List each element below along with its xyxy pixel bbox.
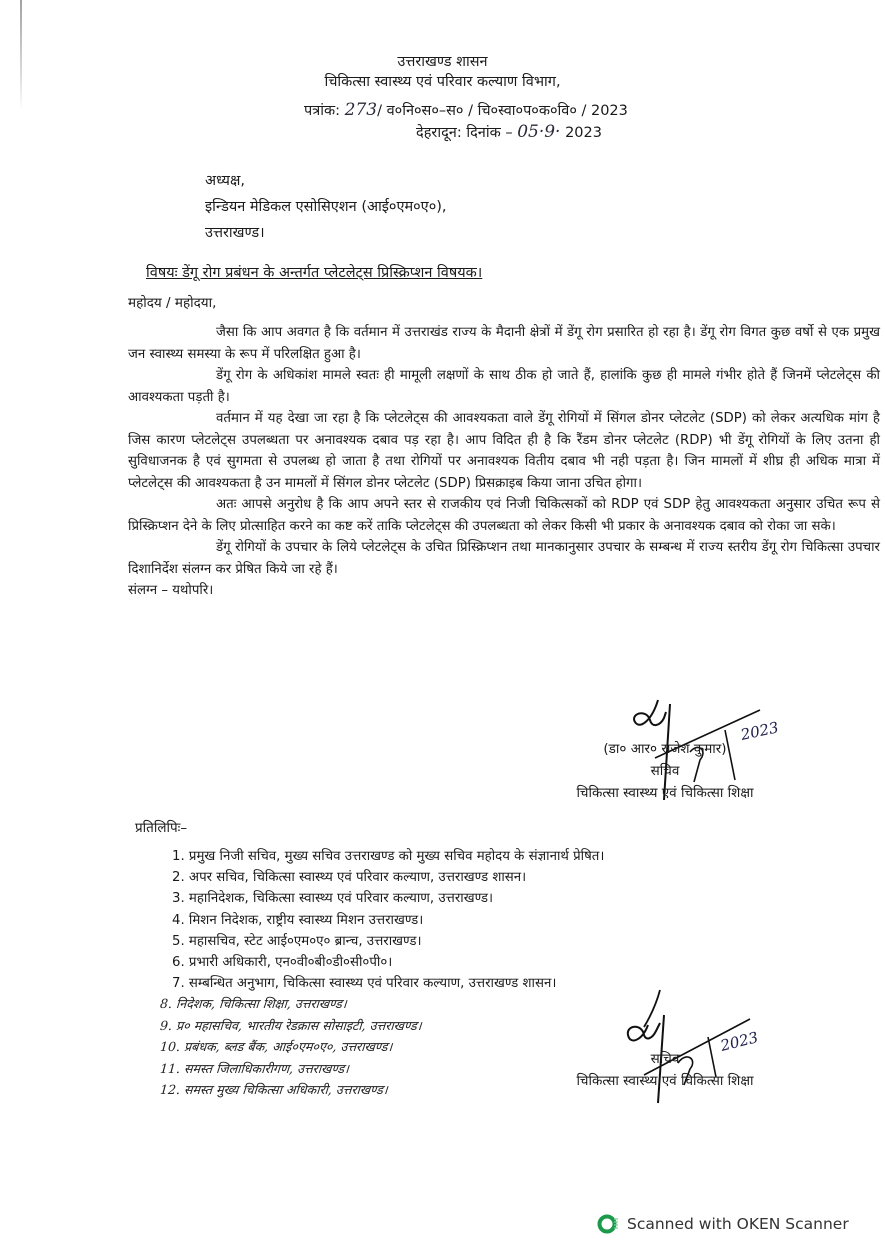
svg-text:2023: 2023: [739, 718, 780, 744]
signatory-department: चिकित्सा स्वास्थ्य एवं चिकित्सा शिक्षा: [576, 785, 754, 801]
signature-block-copy: [545, 1048, 785, 1092]
addressee-block: [205, 168, 447, 246]
signatory-name: (डा० आर० राजेश कुमार): [603, 741, 727, 757]
watermark-text: Scanned with OKEN Scanner: [627, 1215, 849, 1233]
scanner-watermark: [597, 1213, 849, 1235]
addressee-title: अध्यक्ष,: [205, 173, 245, 189]
date-handwritten: 05·9·: [517, 122, 561, 142]
copy-to-item: 1. प्रमुख निजी सचिव, मुख्य सचिव उत्तराखण्ड को मुख्य सचिव महोदय के संज्ञानार्थ प्रेषित।: [172, 849, 605, 864]
date-year: 2023: [565, 125, 602, 141]
svg-text:2023: 2023: [718, 1028, 761, 1055]
body-paragraph: वर्तमान में यह देखा जा रहा है कि प्लेटलेट्स की आवश्यकता वाले डेंगू रोगियों में सिंगल डोनर प्लेटलेट (SDP) को लेकर अत्यधिक मांग है जिस कारण प्लेटलेट्स उपलब्धता पर अनावश्यक दबाव पड़ रहा है। आप विदित ही है कि रैंडम डोनर प्लेटलेट (RDP) भी डेंगू रोगियों के लिए उतना ही सुविधाजनक है एवं सुगमता से उपलब्ध हो जाता है तथा रोगियों पर अनावश्यक वितीय दबाव भी नही पड़ता है। जिन मामलों में शीघ्र ही अधिक मात्रा में प्लेटलेट्स की आवश्यकता है उन मामलों में सिंगल डोनर प्लेटलेट (SDP) प्रिसक्राइब किया जाना उचित होगा।: [128, 411, 880, 491]
department-name: चिकित्सा स्वास्थ्य एवं परिवार कल्याण विभाग,: [324, 74, 561, 90]
letter-body: [128, 322, 880, 602]
copy-to-item: 6. प्रभारी अधिकारी, एन०वी०बी०डी०सी०पी०।: [172, 955, 393, 971]
copy-to-item: 4. मिशन निदेशक, राष्ट्रीय स्वास्थ्य मिशन उत्तराखण्ड।: [172, 912, 424, 928]
copy-to-typed-list: [172, 846, 604, 994]
letter-header: [0, 52, 885, 92]
copy-to-item: 5. महासचिव, स्टेट आई०एम०ए० ब्रान्च, उत्तराखण्ड।: [172, 933, 422, 949]
copy-to-handwritten-item: 9. प्र० महासचिव, भारतीय रेडक्रास सोसाइटी, उत्तराखण्ड।: [159, 1017, 423, 1033]
copy-to-item: 7. सम्बन्धित अनुभाग, चिकित्सा स्वास्थ्य एवं परिवार कल्याण, उत्तराखण्ड शासन।: [172, 976, 557, 992]
copy-to-item: 2. अपर सचिव, चिकित्सा स्वास्थ्य एवं परिवार कल्याण, उत्तराखण्ड शासन।: [172, 870, 527, 886]
addressee-org: इन्डियन मेडिकल एसोसिएशन (आई०एम०ए०),: [205, 199, 447, 215]
body-paragraph: अतः आपसे अनुरोध है कि आप अपने स्तर से राजकीय एवं निजी चिकित्सकों को RDP एवं SDP हेतु आवश्यकता अनुसार उचित रूप से प्रिस्क्रिप्शन देने के लिए प्रोत्साहित करने का कष्ट करें ताकि प्लेटलेट्स की उपलब्धता को लेकर किसी भी प्रकार के अनावश्यक दबाव को रोका जा सके।: [128, 497, 880, 534]
signatory-department: चिकित्सा स्वास्थ्य एवं चिकित्सा शिक्षा: [576, 1073, 754, 1089]
subject-line: विषयः डेंगू रोग प्रबंधन के अन्तर्गत प्लेटलेट्स प्रिस्क्रिप्शन विषयक।: [146, 265, 483, 281]
salutation: महोदय / महोदया,: [128, 295, 217, 311]
oken-scanner-logo-icon: [597, 1213, 619, 1235]
copy-to-handwritten-list: [160, 993, 422, 1101]
signatory-designation: सचिव: [650, 1051, 680, 1067]
body-paragraph: डेंगू रोगियों के उपचार के लिये प्लेटलेट्स के उचित प्रिस्क्रिप्शन तथा मानकानुसार उपचार के सम्बन्ध में राज्य स्तरीय डेंगू रोग चिकित्सा उपचार दिशानिर्देश संलग्न कर प्रेषित किये जा रहे हैं।: [128, 540, 880, 577]
ref-label: पत्रांक:: [304, 103, 341, 119]
copy-to-handwritten-item: 8. निदेशक, चिकित्सा शिक्षा, उत्तराखण्ड।: [159, 996, 348, 1011]
signature-block: [545, 738, 785, 804]
copy-to-item: 3. महानिदेशक, चिकित्सा स्वास्थ्य एवं परिवार कल्याण, उत्तराखण्ड।: [172, 891, 494, 907]
government-name: उत्तराखण्ड शासन: [397, 54, 488, 70]
ref-number-handwritten: 273: [344, 100, 378, 120]
copy-to-handwritten-item: 11. समस्त जिलाधिकारीगण, उत्तराखण्ड।: [159, 1060, 350, 1076]
copy-to-handwritten-item: 12. समस्त मुख्य चिकित्सा अधिकारी, उत्तराखण्ड।: [159, 1082, 389, 1097]
body-paragraph: जैसा कि आप अवगत है कि वर्तमान में उत्तराखंड राज्य के मैदानी क्षेत्रों में डेंगू रोग प्रसारित हो रहा है। डेंगू रोग विगत कुछ वर्षो से एक प्रमुख जन स्वास्थ्य समस्या के रूप में परिलक्षित हुआ है।: [128, 325, 880, 362]
letter-date: [416, 122, 602, 142]
addressee-state: उत्तराखण्ड।: [205, 225, 265, 241]
reference-number: [304, 100, 628, 120]
copy-to-handwritten-item: 10. प्रबंधक, ब्लड बैंक, आई०एम०ए०, उत्तराखण्ड।: [159, 1039, 393, 1054]
ref-rest: / व०नि०स०–स० / चि०स्वा०प०क०वि० / 2023: [377, 103, 628, 119]
date-label: देहरादून: दिनांक –: [416, 125, 513, 141]
copy-to-title: प्रतिलिपिः–: [135, 820, 188, 836]
signatory-designation: सचिव: [650, 763, 680, 779]
body-paragraph: डेंगू रोग के अधिकांश मामले स्वतः ही मामूली लक्षणों के साथ ठीक हो जाते हैं, हालांकि कुछ ही मामले गंभीर होते हैं जिनमें प्लेटलेट्स की आवश्यकता पड़ती है।: [128, 368, 880, 405]
enclosure-note: संलग्न – यथोपरि।: [128, 583, 214, 598]
